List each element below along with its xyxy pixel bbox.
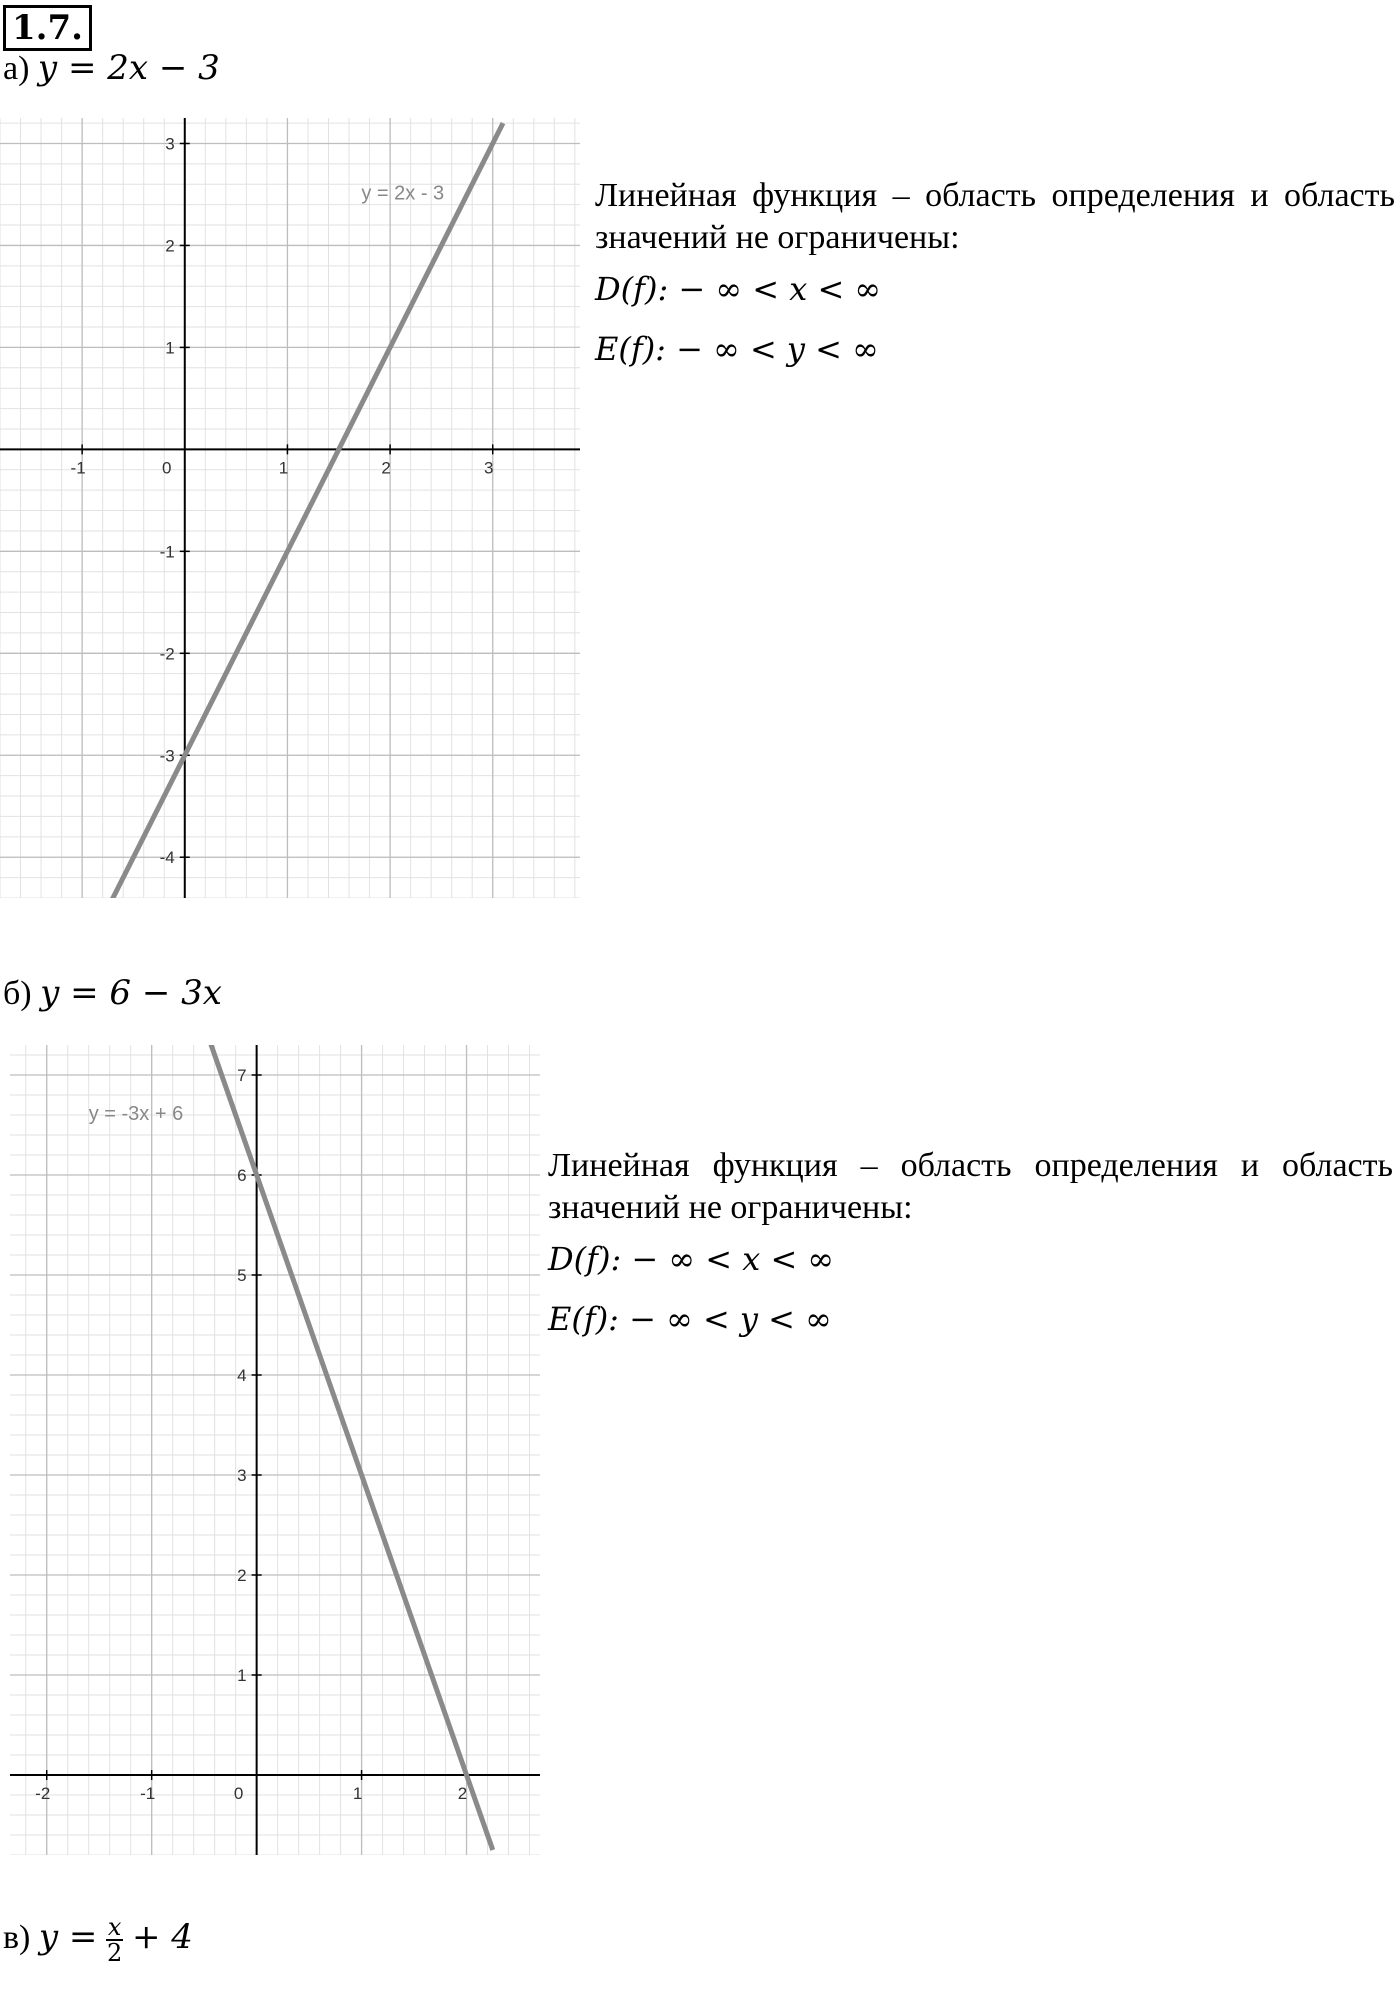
chart-a-x-tick-label: 2	[381, 458, 391, 478]
chart-b-minor-grid	[10, 1045, 540, 1855]
chart-a-y-tick-label: -2	[159, 644, 175, 664]
chart-a-y-tick-label: -3	[159, 746, 175, 766]
chart-b-y-tick-label: 2	[237, 1566, 247, 1585]
chart-b-x-tick-label: -2	[35, 1784, 51, 1803]
chart-a-y-tick-label: 3	[165, 134, 175, 154]
chart-b-y-tick-label: 6	[237, 1166, 247, 1185]
part-b-desc-text: Линейная функция – область определения и область значений не ограничены:	[548, 1147, 1393, 1226]
chart-a	[0, 118, 580, 898]
chart-a-y-tick-label: 1	[165, 338, 175, 358]
chart-b	[10, 1045, 540, 1855]
chart-a-x-tick-label: 1	[278, 458, 289, 478]
part-a-range: E(f): − ∞ < y < ∞	[595, 330, 879, 368]
part-c-formula-lhs: y =	[38, 1916, 98, 1957]
chart-a-major-grid	[0, 118, 580, 898]
part-b-heading	[3, 973, 222, 1014]
chart-a-y-tick-label: 2	[165, 236, 175, 256]
chart-b-y-tick-label: 5	[237, 1266, 247, 1285]
part-c-heading	[3, 1915, 193, 1965]
part-a-domain: D(f): − ∞ < x < ∞	[595, 270, 882, 308]
chart-b-x-tick-label: -1	[140, 1784, 156, 1803]
chart-b-major-grid	[10, 1045, 540, 1855]
part-c-prefix: в)	[3, 1918, 31, 1956]
part-b-prefix: б)	[3, 975, 32, 1012]
chart-a-y-tick-label: -1	[159, 542, 175, 562]
part-a-desc-text: Линейная функция – область определения и область значений не ограничены:	[595, 177, 1395, 256]
part-a-description	[595, 175, 1395, 379]
chart-b-y-tick-label: 1	[237, 1666, 247, 1685]
part-a-heading	[3, 48, 220, 89]
chart-b-y-tick-label: 3	[237, 1466, 247, 1485]
part-a-formula: y = 2x − 3	[37, 48, 220, 88]
part-b-description	[548, 1145, 1393, 1349]
chart-b-y-tick-label: 4	[237, 1366, 247, 1385]
chart-b-x-tick-label: 0	[233, 1784, 244, 1803]
chart-a-x-tick-label: -1	[70, 458, 86, 478]
chart-a-series-label: y = 2x - 3	[361, 182, 445, 205]
chart-b-x-tick-label: 1	[352, 1784, 363, 1803]
chart-a-y-tick-label: -4	[159, 848, 175, 868]
chart-b-x-tick-label: 2	[457, 1784, 468, 1803]
part-b-formula: y = 6 − 3x	[40, 973, 222, 1013]
part-a-prefix: а)	[3, 50, 30, 87]
part-c-formula-rhs: + 4	[131, 1916, 193, 1957]
part-c-frac-den: 2	[107, 1939, 123, 1967]
chart-b-series-line	[209, 1045, 492, 1850]
part-c-fraction	[106, 1915, 124, 1965]
chart-b-series-label: y = -3x + 6	[88, 1103, 184, 1125]
chart-a-x-tick-label: 0	[162, 458, 172, 478]
part-b-range: E(f): − ∞ < y < ∞	[548, 1300, 832, 1338]
part-b-domain: D(f): − ∞ < x < ∞	[548, 1240, 835, 1278]
chart-b-y-tick-label: 7	[237, 1066, 247, 1085]
problem-number: 1.7.	[3, 5, 92, 51]
chart-a-x-tick-label: 3	[484, 458, 494, 478]
part-c-frac-num: x	[107, 1913, 122, 1941]
